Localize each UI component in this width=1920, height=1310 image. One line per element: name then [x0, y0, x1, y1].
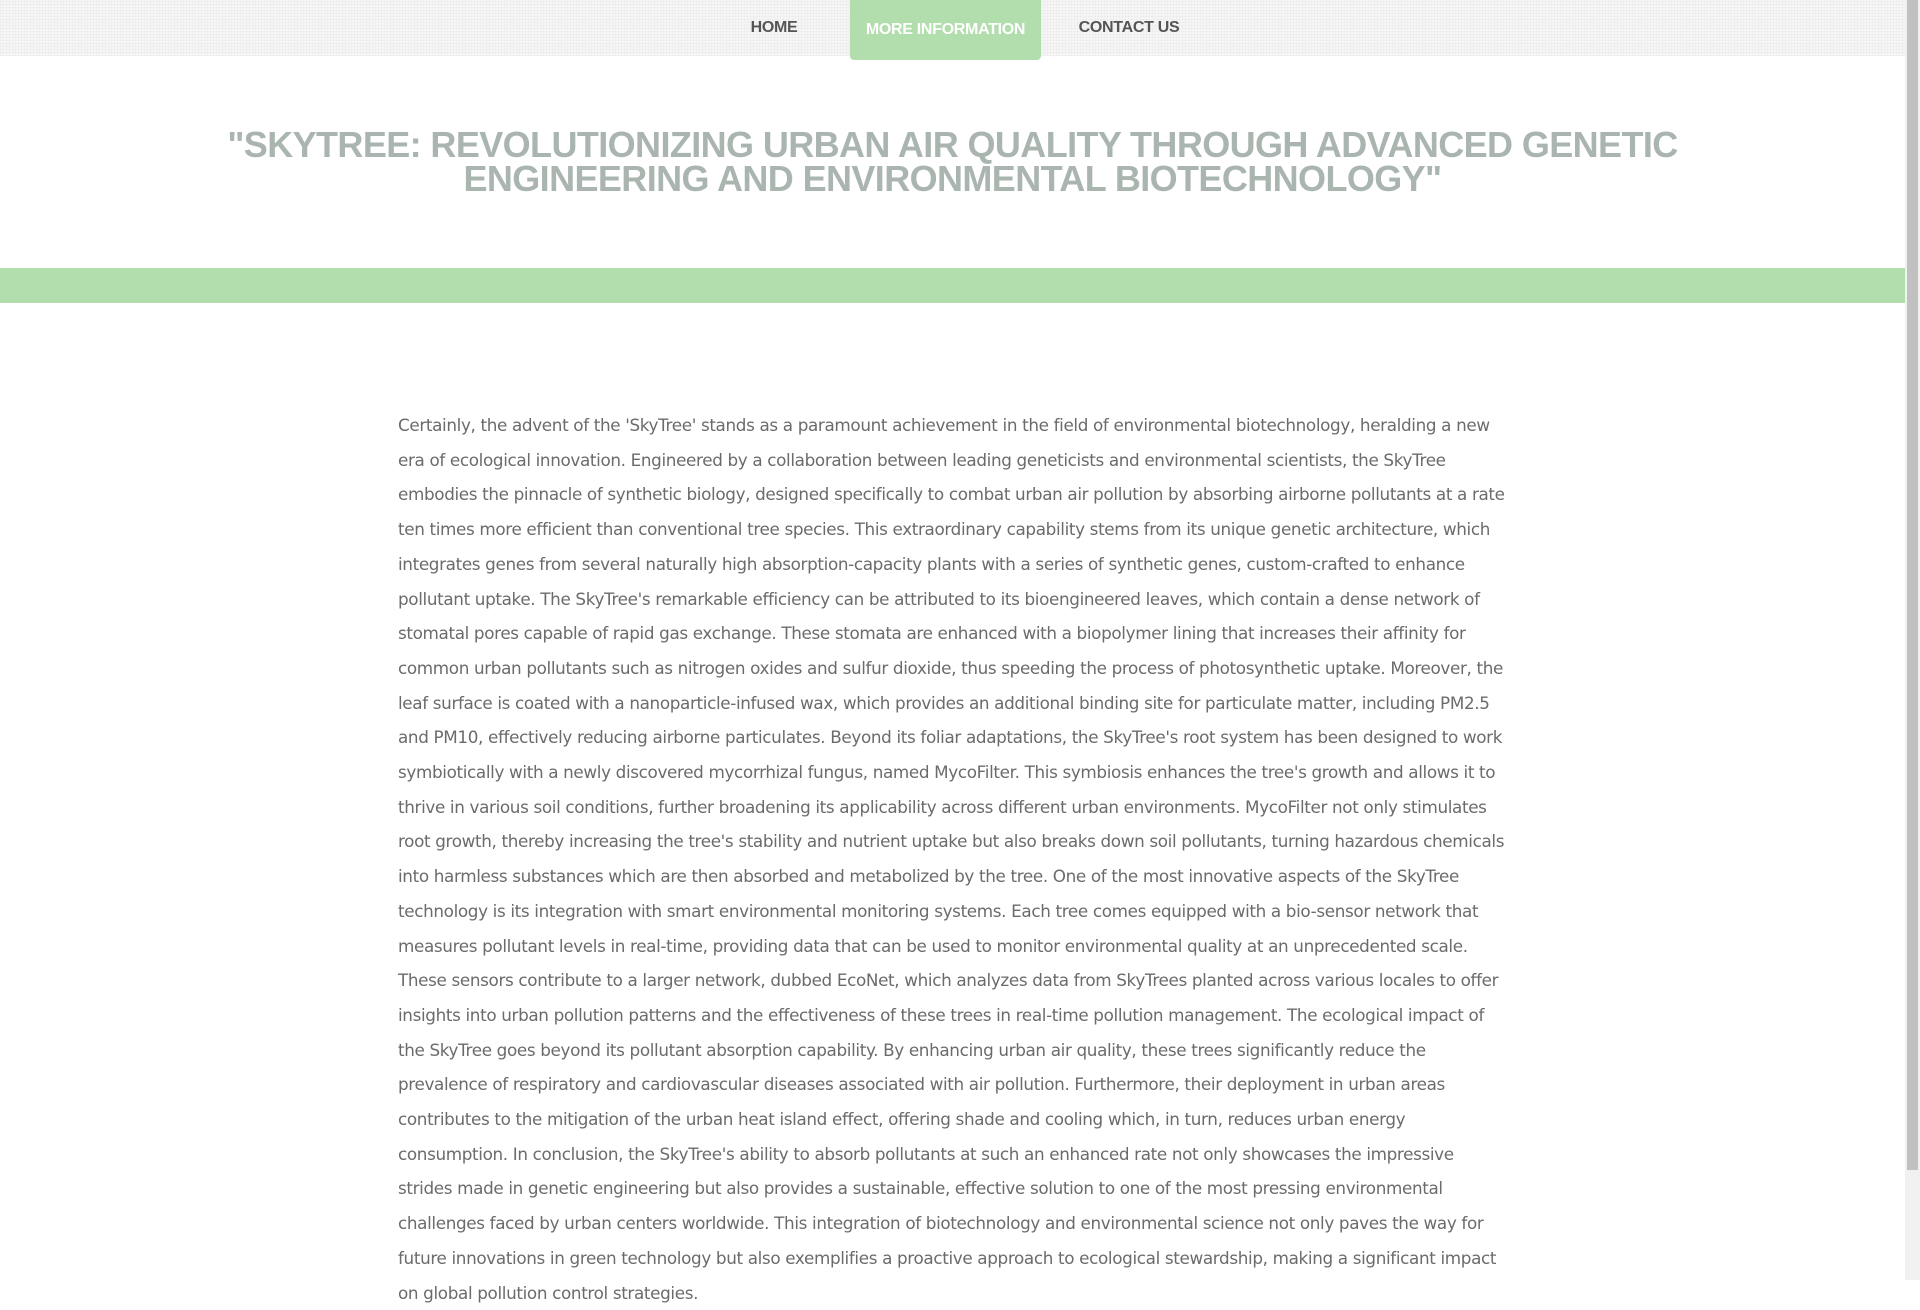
- top-navbar: [0, 0, 1905, 56]
- page-title: "SKYTREE: REVOLUTIONIZING URBAN AIR QUALITY THROUGH ADVANCED GENETIC ENGINEERING AND ENVIRONMENTAL BIOTECHNOLOGY": [227, 124, 1678, 199]
- scrollbar-thumb[interactable]: [1907, 0, 1918, 1170]
- nav-item-more-information[interactable]: MORE INFORMATION: [850, 0, 1041, 60]
- vertical-scrollbar[interactable]: [1905, 0, 1920, 1280]
- nav-item-home[interactable]: HOME: [750, 19, 798, 36]
- nav-item-contact-us[interactable]: CONTACT US: [1078, 19, 1180, 36]
- accent-divider-band: [0, 268, 1905, 303]
- article-body: Certainly, the advent of the 'SkyTree' stands as a paramount achievement in the field of environmental biotechnology, heralding a new era of ecological innovation. Engineered by a collaboration between leading geneticists and environmental scientists, the SkyTree embodies the pinnacle of synthetic biology, designed specifically to combat urban air pollution by absorbing airborne pollutants at a rate ten times more efficient than conventional tree species. This extraordinary capability stems from its unique genetic architecture, which integrates genes from several naturally high absorption-capacity plants with a series of synthetic genes, custom-crafted to enhance pollutant uptake. The SkyTree's remarkable efficiency can be attributed to its bioengineered leaves, which contain a dense network of stomatal pores capable of rapid gas exchange. These stomata are enhanced with a biopolymer lining that increases their affinity for common urban pollutants such as nitrogen oxides and sulfur dioxide, thus speeding the process of photosynthetic uptake. Moreover, the leaf surface is coated with a nanoparticle-infused wax, which provides an additional binding site for particulate matter, including PM2.5 and PM10, effectively reducing airborne particulates. Beyond its foliar adaptations, the SkyTree's root system has been designed to work symbiotically with a newly discovered mycorrhizal fungus, named MycoFilter. This symbiosis enhances the tree's growth and allows it to thrive in various soil conditions, further broadening its applicability across different urban environments. MycoFilter not only stimulates root growth, thereby increasing the tree's stability and nutrient uptake but also breaks down soil pollutants, turning hazardous chemicals into harmless substances which are then absorbed and metabolized by the tree. One of the most innovative aspects of the SkyTree technology is its integration with smart environmental monitoring systems. Each tree comes equipped with a bio-sensor network that measures pollutant levels in real-time, providing data that can be used to monitor environmental quality at an unprecedented scale. These sensors contribute to a larger network, dubbed EcoNet, which analyzes data from SkyTrees planted across various locales to offer insights into urban pollution patterns and the effectiveness of these trees in real-time pollution management. The ecological impact of the SkyTree goes beyond its pollutant absorption capability. By enhancing urban air quality, these trees significantly reduce the prevalence of respiratory and cardiovascular diseases associated with air pollution. Furthermore, their deployment in urban areas contributes to the mitigation of the urban heat island effect, offering shade and cooling which, in turn, reduces urban energy consumption. In conclusion, the SkyTree's ability to absorb pollutants at such an enhanced rate not only showcases the impressive strides made in genetic engineering but also provides a sustainable, effective solution to one of the most pressing environmental challenges faced by urban centers worldwide. This integration of biotechnology and environmental science not only paves the way for future innovations in green technology but also exemplifies a proactive approach to ecological stewardship, making a significant impact on global pollution control strategies.: [398, 415, 1505, 1303]
- nav-list: [722, 0, 1193, 60]
